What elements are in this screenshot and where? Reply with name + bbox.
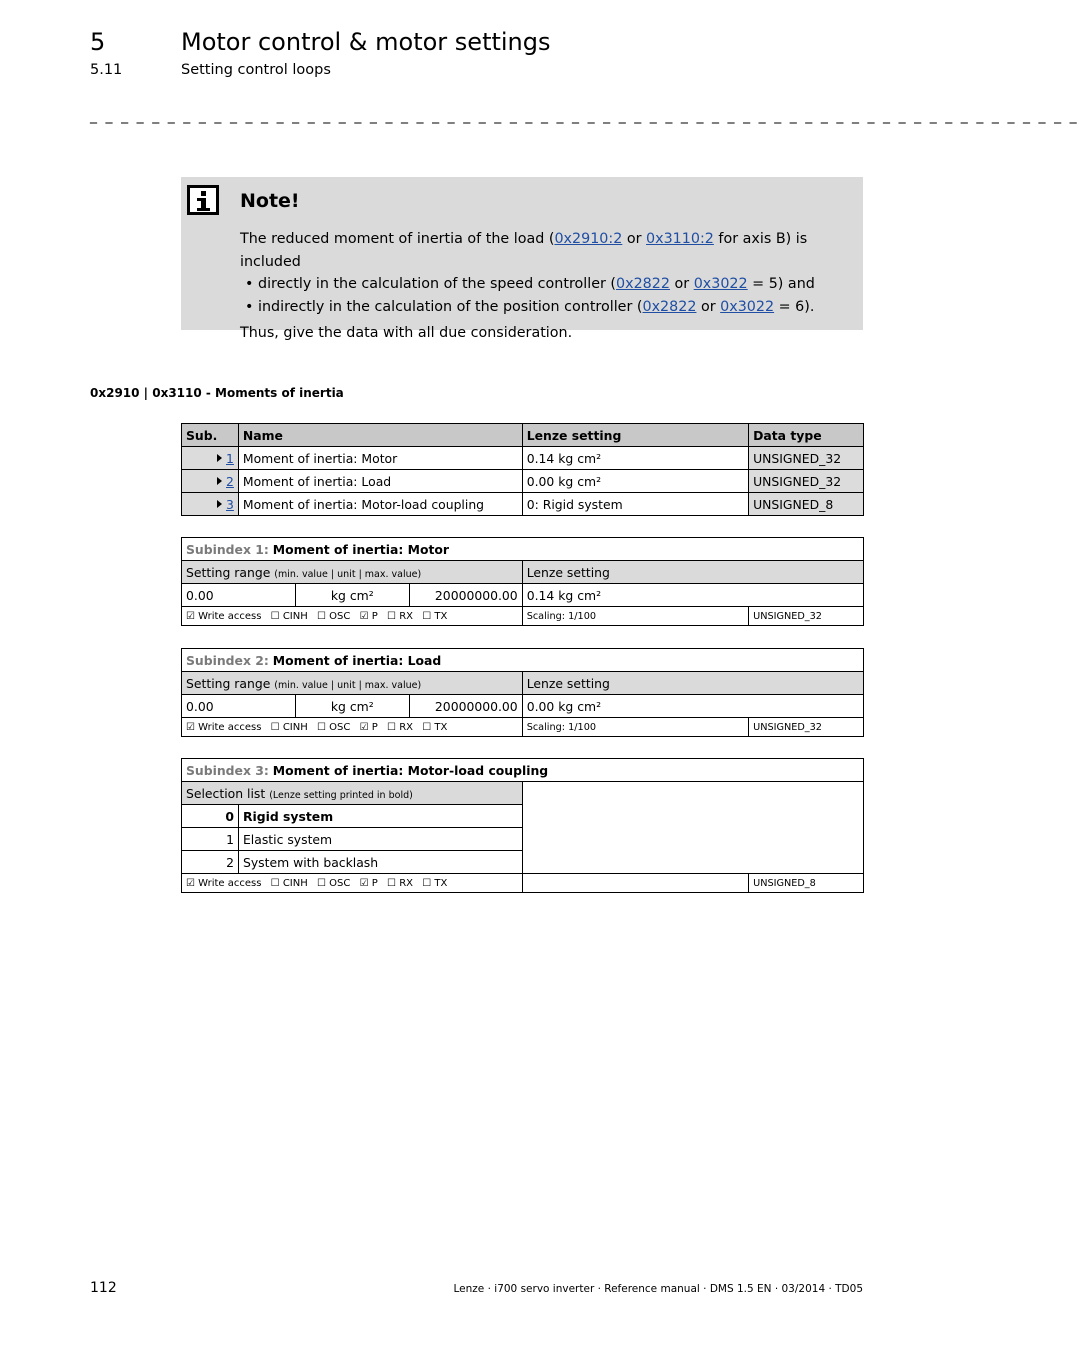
option-text: System with backlash bbox=[238, 851, 522, 874]
access-flags bbox=[182, 607, 523, 626]
subindex-title: Moment of inertia: Motor-load coupling bbox=[272, 762, 549, 778]
write-access-flag: ☑ Write access bbox=[186, 610, 262, 622]
arrow-right-icon bbox=[217, 454, 222, 462]
osc-flag: ☐ OSC bbox=[317, 877, 351, 889]
selection-list-hint: (Lenze setting printed in bold) bbox=[269, 789, 413, 801]
setting-range-hint: (min. value | unit | max. value) bbox=[274, 568, 422, 580]
type-cell: UNSIGNED_8 bbox=[749, 493, 864, 516]
option-text: Rigid system bbox=[238, 805, 522, 828]
setting-range-label: Setting range bbox=[186, 564, 271, 580]
option-text: Elastic system bbox=[238, 828, 522, 851]
column-header: Lenze setting bbox=[522, 424, 748, 447]
table-row bbox=[182, 447, 864, 470]
p-flag: ☑ P bbox=[359, 877, 378, 889]
table-row bbox=[182, 470, 864, 493]
chapter-title: Motor control & motor settings bbox=[181, 28, 551, 56]
name-cell: Moment of inertia: Motor-load coupling bbox=[238, 493, 522, 516]
subindex-label: Subindex 1: bbox=[186, 541, 269, 557]
table-heading: 0x2910 | 0x3110 - Moments of inertia bbox=[90, 386, 344, 400]
subindex-title-row bbox=[182, 759, 864, 782]
access-row bbox=[182, 718, 864, 737]
lenze-cell: 0.00 kg cm² bbox=[522, 470, 748, 493]
access-row bbox=[182, 874, 864, 893]
link-0x3022[interactable]: 0x3022 bbox=[693, 276, 748, 292]
name-cell: Moment of inertia: Motor bbox=[238, 447, 522, 470]
subindex-label: Subindex 2: bbox=[186, 652, 269, 668]
lenze-value: 0.00 kg cm² bbox=[522, 695, 863, 718]
rx-flag: ☐ RX bbox=[387, 721, 413, 733]
subindex-label: Subindex 3: bbox=[186, 762, 269, 778]
selection-list-label: Selection list bbox=[186, 785, 266, 801]
section-number: 5.11 bbox=[90, 62, 123, 78]
tx-flag: ☐ TX bbox=[422, 610, 448, 622]
arrow-right-icon bbox=[217, 477, 222, 485]
tx-flag: ☐ TX bbox=[422, 877, 448, 889]
cinh-flag: ☐ CINH bbox=[270, 610, 308, 622]
lenze-cell: 0: Rigid system bbox=[522, 493, 748, 516]
link-subindex-1[interactable]: 1 bbox=[226, 450, 234, 466]
section-title: Setting control loops bbox=[181, 62, 331, 78]
max-value: 20000000.00 bbox=[409, 695, 522, 718]
scaling-value: Scaling: 1/100 bbox=[522, 718, 748, 737]
sub-cell bbox=[182, 470, 239, 493]
note-body bbox=[240, 228, 855, 345]
type-cell: UNSIGNED_32 bbox=[749, 447, 864, 470]
cinh-flag: ☐ CINH bbox=[270, 877, 308, 889]
overview-table bbox=[181, 423, 864, 516]
subindex-1-table bbox=[181, 537, 864, 626]
scaling-value: Scaling: 1/100 bbox=[522, 607, 748, 626]
cinh-flag: ☐ CINH bbox=[270, 721, 308, 733]
setting-range-hint: (min. value | unit | max. value) bbox=[274, 679, 422, 691]
setting-range-label: Setting range bbox=[186, 675, 271, 691]
link-0x3110-2[interactable]: 0x3110:2 bbox=[646, 231, 714, 247]
subindex-title: Moment of inertia: Motor bbox=[272, 541, 450, 557]
page-number: 112 bbox=[90, 1280, 117, 1296]
data-type-value: UNSIGNED_32 bbox=[749, 607, 864, 626]
rx-flag: ☐ RX bbox=[387, 877, 413, 889]
link-0x2910-2[interactable]: 0x2910:2 bbox=[554, 231, 623, 247]
link-0x2822[interactable]: 0x2822 bbox=[642, 298, 697, 315]
data-type-value: UNSIGNED_8 bbox=[749, 874, 864, 893]
p-flag: ☑ P bbox=[359, 721, 378, 733]
subindex-title: Moment of inertia: Load bbox=[272, 652, 442, 668]
access-row bbox=[182, 607, 864, 626]
note-title: Note! bbox=[240, 190, 300, 212]
unit-value: kg cm² bbox=[295, 584, 409, 607]
note-bullet: • directly in the calculation of the speed controller (0x2822 or 0x3022 = 5) and bbox=[240, 273, 855, 296]
rx-flag: ☐ RX bbox=[387, 610, 413, 622]
osc-flag: ☐ OSC bbox=[317, 610, 351, 622]
empty-area bbox=[522, 782, 863, 874]
write-access-flag: ☑ Write access bbox=[186, 721, 262, 733]
scaling-empty bbox=[522, 874, 748, 893]
range-header-row bbox=[182, 672, 864, 695]
option-value: 1 bbox=[182, 828, 239, 851]
table-row bbox=[182, 493, 864, 516]
option-value: 2 bbox=[182, 851, 239, 874]
link-0x3022[interactable]: 0x3022 bbox=[720, 298, 775, 315]
lenze-setting-label: Lenze setting bbox=[522, 672, 863, 695]
min-value: 0.00 bbox=[182, 584, 296, 607]
lenze-value: 0.14 kg cm² bbox=[522, 584, 863, 607]
link-subindex-3[interactable]: 3 bbox=[226, 496, 234, 512]
info-icon bbox=[187, 185, 219, 215]
sub-cell bbox=[182, 493, 239, 516]
selection-header-row bbox=[182, 782, 864, 805]
lenze-cell: 0.14 kg cm² bbox=[522, 447, 748, 470]
chapter-number: 5 bbox=[90, 28, 106, 56]
tx-flag: ☐ TX bbox=[422, 721, 448, 733]
subindex-title-row bbox=[182, 649, 864, 672]
footer-doc-info: Lenze · i700 servo inverter · Reference manual · DMS 1.5 EN · 03/2014 · TD05 bbox=[453, 1283, 863, 1295]
header-separator: _ _ _ _ _ _ _ _ _ _ _ _ _ _ _ _ _ _ _ _ _ _ _ _ _ _ _ _ _ _ _ _ _ _ _ _ _ _ _ _ _ _ _ _ _ _ _ _ _ _ _ _ _ _ _ _ _ _ _ _ _ _ _ _ bbox=[90, 108, 1079, 124]
subindex-title-row bbox=[182, 538, 864, 561]
unit-value: kg cm² bbox=[295, 695, 409, 718]
name-cell: Moment of inertia: Load bbox=[238, 470, 522, 493]
write-access-flag: ☑ Write access bbox=[186, 877, 262, 889]
lenze-setting-label: Lenze setting bbox=[522, 561, 863, 584]
range-values-row bbox=[182, 695, 864, 718]
link-subindex-2[interactable]: 2 bbox=[226, 473, 234, 489]
note-closing: Thus, give the data with all due consideration. bbox=[240, 325, 573, 341]
column-header: Data type bbox=[749, 424, 864, 447]
subindex-3-table bbox=[181, 758, 864, 893]
p-flag: ☑ P bbox=[359, 610, 378, 622]
option-value: 0 bbox=[182, 805, 239, 828]
table-header-row bbox=[182, 424, 864, 447]
range-header-row bbox=[182, 561, 864, 584]
arrow-right-icon bbox=[217, 500, 222, 508]
min-value: 0.00 bbox=[182, 695, 296, 718]
link-0x2822[interactable]: 0x2822 bbox=[616, 276, 670, 292]
column-header: Sub. bbox=[182, 424, 239, 447]
range-values-row bbox=[182, 584, 864, 607]
data-type-value: UNSIGNED_32 bbox=[749, 718, 864, 737]
sub-cell bbox=[182, 447, 239, 470]
subindex-2-table bbox=[181, 648, 864, 737]
note-bullet: • indirectly in the calculation of the position controller (0x2822 or 0x3022 = 6). bbox=[240, 296, 855, 319]
max-value: 20000000.00 bbox=[409, 584, 522, 607]
osc-flag: ☐ OSC bbox=[317, 721, 351, 733]
note-line: The reduced moment of inertia of the load (0x2910:2 or 0x3110:2 for axis B) is included bbox=[240, 231, 808, 270]
access-flags bbox=[182, 718, 523, 737]
column-header: Name bbox=[238, 424, 522, 447]
note-box bbox=[181, 177, 863, 341]
type-cell: UNSIGNED_32 bbox=[749, 470, 864, 493]
access-flags bbox=[182, 874, 523, 893]
